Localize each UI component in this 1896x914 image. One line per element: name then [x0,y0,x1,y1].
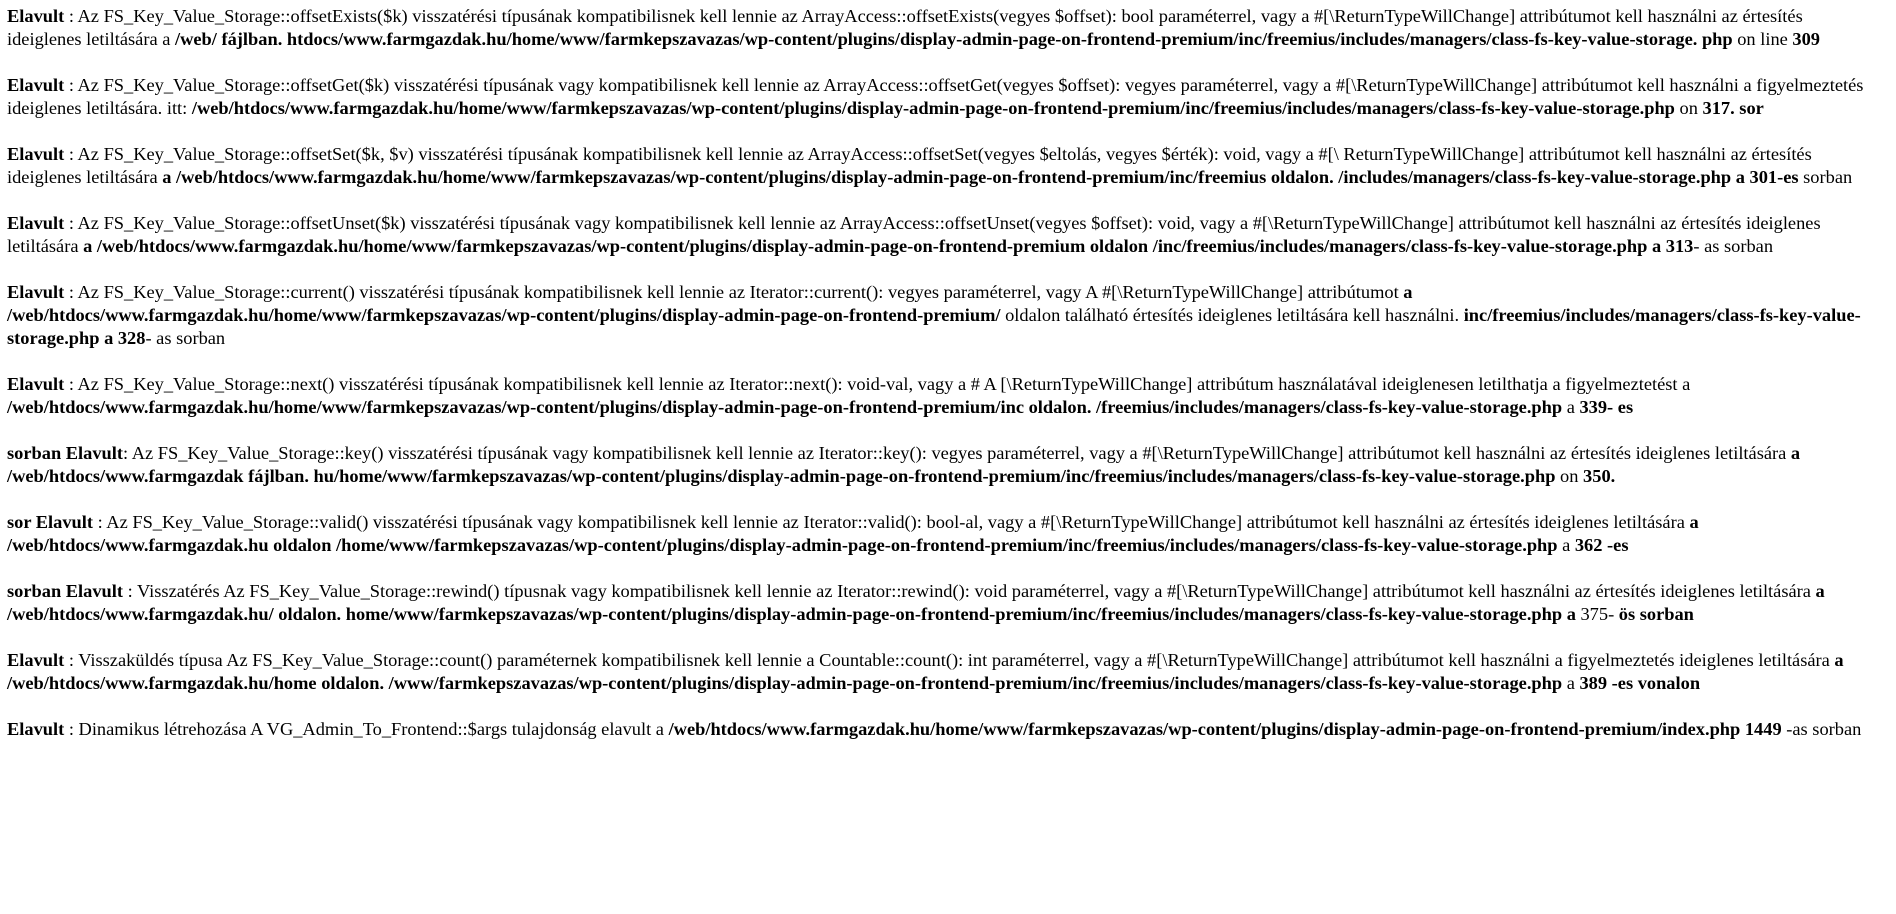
deprecation-notice [7,373,1875,419]
notice-emphasis: a /web/htdocs/www.farmgazdak.hu/home/www/farmkepszavazas/wp-content/plugins/display-admin-page-on-frontend-premium/ [7,282,1413,325]
notice-emphasis: 339- es [1579,397,1634,417]
notice-text: : Dinamikus létrehozása A VG_Admin_To_Frontend::$args tulajdonság elavult a [64,719,669,739]
notice-emphasis: /web/htdocs/www.farmgazdak.hu/home/www/farmkepszavazas/wp-content/plugins/display-admin-page-on-frontend-premium/inc/freemius/includes/managers/class-fs-key-value-storage.php [191,98,1675,118]
notice-emphasis: sorban Elavult [7,581,123,601]
notice-emphasis: a /web/htdocs/www.farmgazdak fájlban. hu/home/www/farmkepszavazas/wp-content/plugins/display-admin-page-on-frontend-premium/inc/freemius/includes/managers/class-fs-key-value-storage.php [7,443,1801,486]
notice-emphasis: a /web/htdocs/www.farmgazdak.hu/home/www/farmkepszavazas/wp-content/plugins/display-admin-page-on-frontend-premium oldalon /inc/freemius/includes/managers/class-fs-key-value-storage.php a 313 [83,236,1694,256]
notice-emphasis: a /web/htdocs/www.farmgazdak.hu/home/www/farmkepszavazas/wp-content/plugins/display-admin-page-on-frontend-premium/inc/freemius oldalon. /includes/managers/class-fs-key-value-storage.php a 301-es [162,167,1799,187]
notice-text: on [1555,466,1584,486]
notice-text: a [1562,673,1580,693]
deprecation-notice [7,511,1875,557]
deprecation-notice [7,212,1875,258]
notice-text: on line [1732,29,1793,49]
notice-emphasis: Elavult [7,6,65,26]
deprecation-notice [7,281,1875,350]
deprecation-notice [7,143,1875,189]
notice-emphasis: Elavult [7,719,65,739]
notice-text: - as sorban [145,328,226,348]
deprecation-notice [7,442,1875,488]
notice-text: : Az FS_Key_Value_Storage::offsetGet($k) visszatérési típusának vagy kompatibilisnek kell lennie az ArrayAccess::offsetGet(vegyes $offset): vegyes paraméterrel, vagy a #[\ReturnTypeWillChange] attribútumot kell használni a figyelmeztetés ideiglenes letiltására. itt: [7,75,1864,118]
notice-emphasis: Elavult [7,75,65,95]
deprecation-notice [7,718,1875,741]
notice-emphasis: 309 [1792,29,1820,49]
notice-emphasis: a /web/htdocs/www.farmgazdak.hu oldalon /home/www/farmkepszavazas/wp-content/plugins/display-admin-page-on-frontend-premium/inc/freemius/includes/managers/class-fs-key-value-storage.php [7,512,1699,555]
notice-text: 375- [1575,604,1619,624]
notice-emphasis: 350. [1583,466,1616,486]
notice-emphasis: a /web/htdocs/www.farmgazdak.hu/home oldalon. /www/farmkepszavazas/wp-content/plugins/display-admin-page-on-frontend-premium/inc/freemius/includes/managers/class-fs-key-value-storage.php [7,650,1844,693]
notice-emphasis: Elavult [7,374,65,394]
notice-emphasis: /web/ fájlban. htdocs/www.farmgazdak.hu/home/www/farmkepszavazas/wp-content/plugins/display-admin-page-on-frontend-premium/inc/freemius/includes/managers/class-fs-key-value-storage. php [175,29,1733,49]
deprecation-notice [7,580,1875,626]
notice-emphasis: Elavult [7,144,65,164]
notice-text: a [1562,397,1580,417]
notice-emphasis: 389 -es vonalon [1579,673,1701,693]
notice-emphasis: Elavult [7,213,65,233]
notice-text: a [1557,535,1575,555]
notice-emphasis: /web/htdocs/www.farmgazdak.hu/home/www/farmkepszavazas/wp-content/plugins/display-admin-page-on-frontend-premium/inc oldalon. /freemius/includes/managers/class-fs-key-value-storage.php [7,397,1563,417]
notice-text: : Az FS_Key_Value_Storage::offsetExists($k) visszatérési típusának kompatibilisnek kell lennie az ArrayAccess::offsetExists(vegyes $offset): bool paraméterrel, vagy a #[\ReturnTypeWillChange] attribútumot kell használni az értesítés ideiglenes letiltására a [7,6,1803,49]
notice-emphasis: /web/htdocs/www.farmgazdak.hu/home/www/farmkepszavazas/wp-content/plugins/display-admin-page-on-frontend-premium/index.php 1449 [668,719,1782,739]
notice-emphasis: inc/freemius/includes/managers/class-fs-key-value-storage.php a 328 [7,305,1861,348]
notice-text: : Az FS_Key_Value_Storage::next() visszatérési típusának kompatibilisnek kell lennie az Iterator::next(): void-val, vagy a # A [\ReturnTypeWillChange] attribútum használatával ideiglenesen letilthatja a figyelmeztetést a [64,374,1691,394]
deprecation-notice [7,74,1875,120]
deprecation-notice [7,5,1875,51]
notice-text: : Az FS_Key_Value_Storage::offsetSet($k, $v) visszatérési típusának kompatibilisnek kell lennie az ArrayAccess::offsetSet(vegyes $eltolás, vegyes $érték): void, vagy a #[\ ReturnTypeWillChange] attribútumot kell használni az értesítés ideiglenes letiltására [7,144,1812,187]
notice-emphasis: sor Elavult [7,512,94,532]
notice-emphasis: 362 -es [1574,535,1629,555]
notice-text: : Visszaküldés típusa Az FS_Key_Value_Storage::count() paraméternek kompatibilisnek kell lennie a Countable::count(): int paraméterrel, vagy a #[\ReturnTypeWillChange] attribútumot kell használni a figyelmeztetés ideiglenes letiltására [64,650,1835,670]
notice-text: on [1674,98,1703,118]
notice-text: : Az FS_Key_Value_Storage::current() visszatérési típusának kompatibilisnek kell lennie az Iterator::current(): vegyes paraméterrel, vagy A #[\ReturnTypeWillChange] attribútumot [64,282,1404,302]
notice-emphasis: Elavult [7,282,65,302]
notice-emphasis: Elavult [7,650,65,670]
notice-text: -as sorban [1781,719,1862,739]
notice-text: : Az FS_Key_Value_Storage::offsetUnset($k) visszatérési típusának vagy kompatibilisnek kell lennie az ArrayAccess::offsetUnset(vegyes $offset): void, vagy a #[\ReturnTypeWillChange] attribútumot kell használni az értesítés ideiglenes letiltására [7,213,1821,256]
notice-text: - as sorban [1693,236,1774,256]
deprecation-notice [7,649,1875,695]
notice-emphasis: 317. sor [1702,98,1764,118]
notice-text: : Az FS_Key_Value_Storage::valid() visszatérési típusának vagy kompatibilisnek kell lennie az Iterator::valid(): bool-al, vagy a #[\ReturnTypeWillChange] attribútumot kell használni az értesítés ideiglenes letiltására [93,512,1690,532]
notice-emphasis: a /web/htdocs/www.farmgazdak.hu/ oldalon. home/www/farmkepszavazas/wp-content/plugins/display-admin-page-on-frontend-premium/inc/freemius/includes/managers/class-fs-key-value-storage.php a [7,581,1825,624]
notice-text: sorban [1798,167,1853,187]
notice-text: oldalon található értesítés ideiglenes letiltására kell használni. [1000,305,1464,325]
notice-text: : Az FS_Key_Value_Storage::key() visszatérési típusának vagy kompatibilisnek kell lennie az Iterator::key(): vegyes paraméterrel, vagy a #[\ReturnTypeWillChange] attribútumot kell használni az értesítés ideiglenes letiltására [123,443,1791,463]
notice-emphasis: sorban Elavult [7,443,123,463]
notice-emphasis: ös sorban [1618,604,1694,624]
notice-text: : Visszatérés Az FS_Key_Value_Storage::rewind() típusnak vagy kompatibilisnek kell lennie az Iterator::rewind(): void paraméterrel, vagy a #[\ReturnTypeWillChange] attribútumot kell használni az értesítés ideiglenes letiltására [123,581,1816,601]
